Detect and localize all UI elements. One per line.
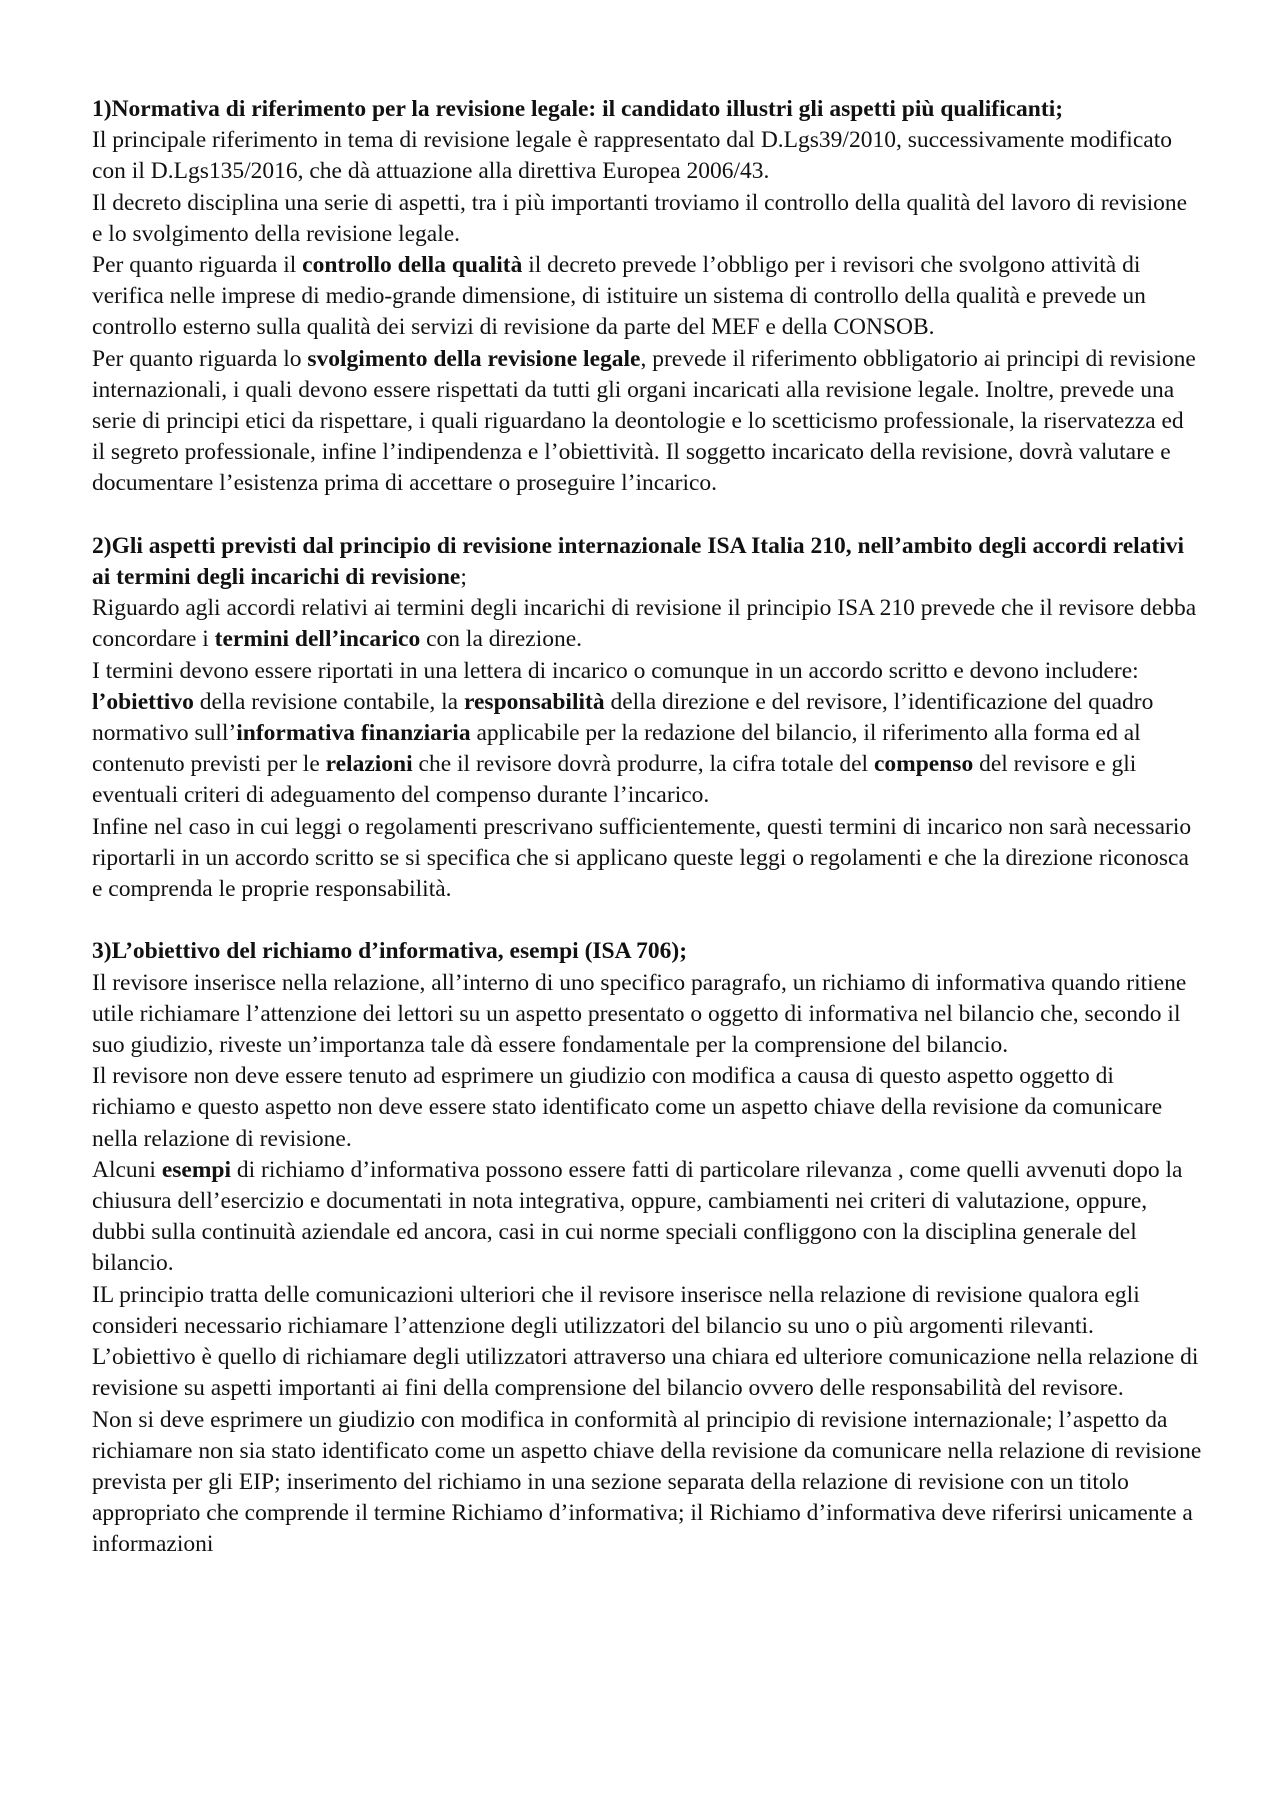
section-3 xyxy=(92,936,1202,1560)
section-heading-line xyxy=(92,531,1202,593)
document-page xyxy=(92,94,1202,1561)
bold-term: controllo della qualità xyxy=(302,252,523,279)
text-run: Non si deve esprimere un giudizio con modifica in conformità al principio di revisione internazionale; l’aspetto da richiamare non sia stato identificato come un aspetto chiave della revisione da comunicare nella relazione di revisione prevista per gli EIP; inserimento del richiamo in una sezione separata della relazione di revisione con un titolo appropriato che comprende il termine Richiamo d’informativa; il Richiamo d’informativa deve riferirsi unicamente a informazioni xyxy=(92,1406,1202,1558)
text-run: che il revisore dovrà produrre, la cifra totale del xyxy=(412,751,874,778)
bold-term: termini dell’incarico xyxy=(214,626,421,653)
text-run: il decreto prevede l’obbligo per i revisori che svolgono attività di verifica nelle imprese di medio-grande dimensione, di istituire un sistema di controllo della qualità e prevede un controllo esterno sulla qualità dei servizi di revisione da parte del MEF e della CONSOB. xyxy=(92,252,1146,341)
paragraph xyxy=(92,656,1202,812)
text-run: con la direzione. xyxy=(420,626,583,653)
section-heading: 2)Gli aspetti previsti dal principio di revisione internazionale ISA Italia 210, nell’ambito degli accordi relativi ai termini degli incarichi di revisione xyxy=(92,532,1185,591)
bold-term: relazioni xyxy=(325,751,413,778)
paragraph xyxy=(92,968,1202,1062)
section-2 xyxy=(92,531,1202,905)
text-run: di richiamo d’informativa possono essere fatti di particolare rilevanza , come quelli avvenuti dopo la chiusura dell’esercizio e documentati in nota integrativa, oppure, cambiamenti nei criteri di valutazione, oppure, dubbi sulla continuità aziendale ed ancora, casi in cui norme speciali confliggono con la disciplina generale del bilancio. xyxy=(92,1156,1183,1277)
text-run: , prevede il riferimento obbligatorio ai principi di revisione internazionali, i quali devono essere rispettati da tutti gli organi incaricati alla revisione legale. Inoltre, prevede una serie di principi etici da rispettare, i quali riguardano la deontologie e lo scetticismo professionale, la riservatezza ed il segreto professionale, infine l’indipendenza e l’obiettività. Il soggetto incaricato della revisione, dovrà valutare e documentare l’esistenza prima di accettare o proseguire l’incarico. xyxy=(92,345,1196,497)
text-run: Il principale riferimento in tema di revisione legale è rappresentato dal D.Lgs39/2010, successivamente modificato con il D.Lgs135/2016, che dà attuazione alla direttiva Europea 2006/43. xyxy=(92,127,1172,185)
bold-term: compenso xyxy=(873,751,974,778)
text-run: Per quanto riguarda il xyxy=(92,252,303,279)
paragraph xyxy=(92,1405,1202,1561)
section-heading: 3)L’obiettivo del richiamo d’informativa, esempi (ISA 706); xyxy=(92,938,688,965)
text-run: Alcuni xyxy=(92,1156,162,1183)
text-run: Per quanto riguarda lo xyxy=(92,345,308,372)
paragraph xyxy=(92,1155,1202,1280)
paragraph xyxy=(92,125,1202,187)
bold-term: l’obiettivo xyxy=(92,688,194,715)
paragraph xyxy=(92,188,1202,250)
text-run: della direzione e del revisore, l’identificazione del quadro normativo sull’ xyxy=(92,688,1154,747)
bold-term: responsabilità xyxy=(463,688,605,715)
text-run: I termini devono essere riportati in una lettera di incarico o comunque in un accordo scritto e devono includere: xyxy=(92,657,1139,684)
text-run: della revisione contabile, la xyxy=(193,688,464,715)
text-run: applicabile per la redazione del bilancio, il riferimento alla forma ed al contenuto previsti per le xyxy=(92,720,1141,778)
section-heading: 1)Normativa di riferimento per la revisione legale: il candidato illustri gli aspetti più qualificanti; xyxy=(92,96,1064,122)
paragraph xyxy=(92,250,1202,344)
text-run: Il revisore non deve essere tenuto ad esprimere un giudizio con modifica a causa di questo aspetto oggetto di richiamo e questo aspetto non deve essere stato identificato come un aspetto chiave della revisione da comunicare nella relazione di revisione. xyxy=(92,1063,1163,1152)
text-run: IL principio tratta delle comunicazioni ulteriori che il revisore inserisce nella relazione di revisione qualora egli consideri necessario richiamare l’attenzione degli utilizzatori del bilancio su uno o più argomenti rilevanti. L’obiettivo è quello di richiamare degli utilizzatori attraverso una chiara ed ulteriore comunicazione nella relazione di revisione su aspetti importanti ai fini della comprensione del bilancio ovvero delle responsabilità del revisore. xyxy=(92,1281,1199,1402)
paragraph xyxy=(92,1061,1202,1155)
text-run: Infine nel caso in cui leggi o regolamenti prescrivano sufficientemente, questi termini di incarico non sarà necessario riportarli in un accordo scritto se si specifica che si applicano queste leggi o regolamenti e che la direzione riconosca e comprenda le proprie responsabilità. xyxy=(92,813,1192,903)
text-run: Riguardo agli accordi relativi ai termini degli incarichi di revisione il principio ISA 210 prevede che il revisore debba concordare i xyxy=(92,595,1197,653)
paragraph xyxy=(92,593,1202,655)
text-run: Il revisore inserisce nella relazione, all’interno di uno specifico paragrafo, un richiamo di informativa quando ritiene utile richiamare l’attenzione dei lettori su un aspetto presentato o oggetto di informativa nel bilancio che, secondo il suo giudizio, riveste un’importanza tale dà essere fondamentale per la comprensione del bilancio. xyxy=(92,969,1187,1059)
bold-term: esempi xyxy=(161,1156,232,1183)
paragraph xyxy=(92,1280,1202,1405)
paragraph xyxy=(92,812,1202,906)
text-run: Il decreto disciplina una serie di aspetti, tra i più importanti troviamo il controllo della qualità del lavoro di revisione e lo svolgimento della revisione legale. xyxy=(92,189,1188,247)
bold-term: informativa finanziaria xyxy=(236,720,471,747)
text-run: del revisore e gli eventuali criteri di adeguamento del compenso durante l’incarico. xyxy=(92,751,1137,809)
paragraph xyxy=(92,344,1202,500)
bold-term: svolgimento della revisione legale xyxy=(307,345,641,372)
heading-suffix: ; xyxy=(460,564,467,591)
section-1 xyxy=(92,94,1202,500)
